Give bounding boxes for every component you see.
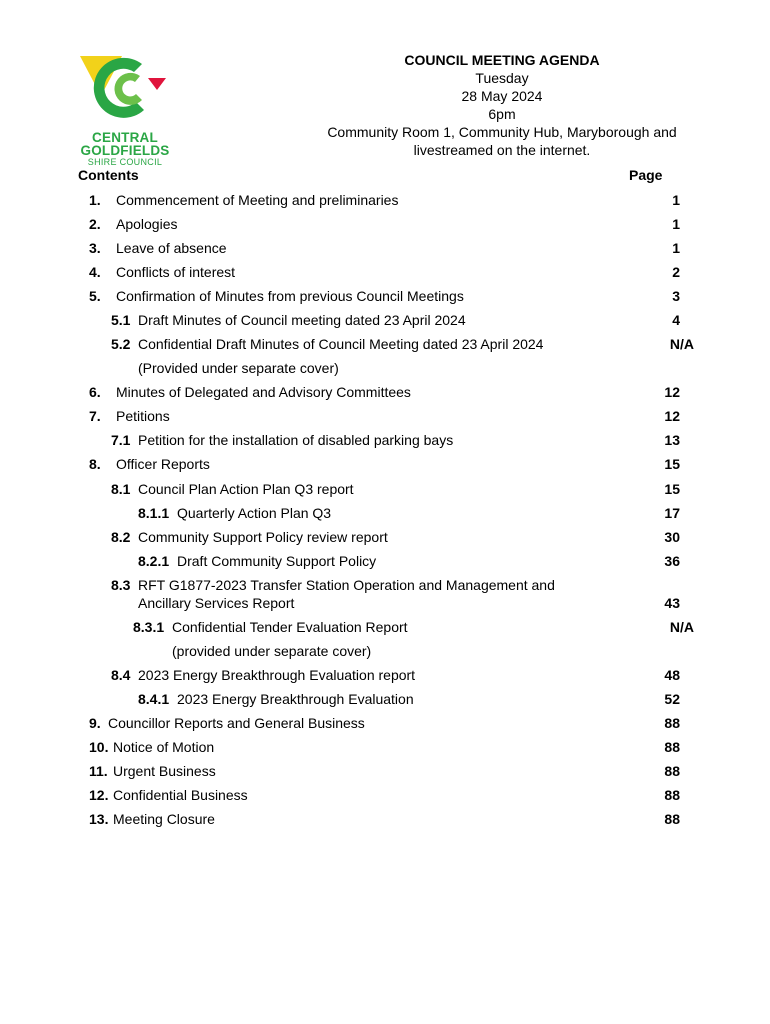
toc-row: [0, 286, 770, 306]
toc-item-title: Ancillary Services Report: [138, 595, 295, 611]
toc-row: [0, 310, 770, 330]
toc-item-number: 12.: [89, 787, 109, 803]
toc-item-page: 13: [664, 432, 680, 448]
toc-row: [0, 575, 770, 595]
meeting-time: 6pm: [488, 106, 516, 122]
toc-row: [0, 430, 770, 450]
toc-item-number: 8.: [89, 456, 101, 472]
toc-item-number: 8.3.1: [133, 619, 165, 635]
toc-item-page: 2: [672, 264, 680, 280]
toc-item-title: Petitions: [116, 408, 170, 424]
meeting-day: Tuesday: [475, 70, 529, 86]
toc-item-number: 5.1: [111, 312, 131, 328]
toc-row: [0, 214, 770, 234]
toc-item-page: 88: [664, 715, 680, 731]
toc-item-title: Minutes of Delegated and Advisory Committees: [116, 384, 411, 400]
toc-item-title: Apologies: [116, 216, 178, 232]
meeting-date: 28 May 2024: [461, 88, 543, 104]
toc-item-number: 3.: [89, 240, 101, 256]
toc-item-page: N/A: [669, 619, 694, 635]
toc-item-title: Confidential Tender Evaluation Report: [172, 619, 408, 635]
toc-row: [0, 334, 770, 354]
toc-item-title: Quarterly Action Plan Q3: [177, 505, 332, 521]
toc-item-number: 1.: [89, 192, 101, 208]
toc-row: [0, 479, 770, 499]
toc-item-number: 2.: [89, 216, 101, 232]
contents-heading: Contents: [78, 167, 139, 183]
council-logo: [72, 50, 178, 170]
toc-item-number: 8.2.1: [138, 553, 170, 569]
toc-item-number: 7.: [89, 408, 101, 424]
toc-item-page: 15: [664, 481, 680, 497]
toc-row: [0, 454, 770, 474]
toc-row: [0, 737, 770, 757]
toc-item-title: Confidential Draft Minutes of Council Meeting dated 23 April 2024: [138, 336, 544, 352]
toc-row: [0, 190, 770, 210]
toc-row: [0, 617, 770, 637]
council-logo-icon: [78, 50, 172, 130]
toc-row: [0, 527, 770, 547]
toc-row: [0, 689, 770, 709]
toc-item-title: Leave of absence: [116, 240, 227, 256]
toc-item-page: 88: [664, 763, 680, 779]
toc-item-page: 3: [672, 288, 680, 304]
toc-item-title: Community Support Policy review report: [138, 529, 388, 545]
toc-item-number: 6.: [89, 384, 101, 400]
toc-row: [0, 238, 770, 258]
toc-row: [0, 406, 770, 426]
toc-row: [0, 641, 770, 661]
toc-item-title: (Provided under separate cover): [138, 360, 339, 376]
toc-item-number: 4.: [89, 264, 101, 280]
logo-text-central: CENTRAL: [92, 130, 158, 145]
toc-item-title: Urgent Business: [113, 763, 216, 779]
toc-row: [0, 713, 770, 733]
logo-text-shire-council: SHIRE COUNCIL: [87, 157, 163, 167]
toc-item-number: 8.2: [111, 529, 131, 545]
meeting-location: Community Room 1, Community Hub, Maryborough and: [327, 124, 677, 140]
toc-item-title: Officer Reports: [116, 456, 210, 472]
toc-item-page: 52: [664, 691, 680, 707]
page-column-heading: Page: [629, 167, 663, 183]
toc-item-page: 12: [664, 408, 680, 424]
toc-item-number: 8.4.1: [138, 691, 170, 707]
toc-item-title: RFT G1877-2023 Transfer Station Operation and Management and: [138, 577, 555, 593]
agenda-title: COUNCIL MEETING AGENDA: [404, 52, 600, 68]
toc-item-title: Councillor Reports and General Business: [108, 715, 365, 731]
toc-item-title: Draft Community Support Policy: [177, 553, 377, 569]
toc-row: [0, 551, 770, 571]
logo-text-goldfields: GOLDFIELDS: [80, 143, 170, 158]
toc-item-title: Council Plan Action Plan Q3 report: [138, 481, 354, 497]
toc-item-number: 7.1: [111, 432, 131, 448]
toc-item-page: N/A: [669, 336, 694, 352]
toc-item-page: 1: [672, 192, 680, 208]
toc-item-number: 5.: [89, 288, 101, 304]
toc-item-number: 11.: [89, 763, 108, 779]
toc-item-page: 4: [672, 312, 680, 328]
toc-item-title: 2023 Energy Breakthrough Evaluation: [177, 691, 414, 707]
toc-item-page: 88: [664, 811, 680, 827]
toc-item-page: 30: [664, 529, 680, 545]
toc-item-page: 36: [664, 553, 680, 569]
toc-item-page: 43: [664, 595, 680, 611]
toc-item-title: Conflicts of interest: [116, 264, 236, 280]
toc-item-title: Commencement of Meeting and preliminaries: [116, 192, 399, 208]
toc-row: [0, 785, 770, 805]
agenda-header: [300, 51, 704, 159]
toc-item-number: 5.2: [111, 336, 131, 352]
toc-item-number: 10.: [89, 739, 109, 755]
toc-item-title: Draft Minutes of Council meeting dated 23 April 2024: [138, 312, 466, 328]
toc-item-title: Notice of Motion: [113, 739, 215, 755]
toc-item-title: Confidential Business: [113, 787, 248, 803]
toc-row: [0, 382, 770, 402]
toc-item-title: (provided under separate cover): [172, 643, 372, 659]
toc-item-page: 15: [664, 456, 680, 472]
toc-item-page: 12: [664, 384, 680, 400]
toc-item-number: 9.: [89, 715, 101, 731]
toc-item-title: Meeting Closure: [113, 811, 215, 827]
toc-row: [0, 503, 770, 523]
toc-row: [0, 809, 770, 829]
toc-item-number: 13.: [89, 811, 109, 827]
toc-item-page: 1: [672, 216, 680, 232]
toc-item-number: 8.3: [111, 577, 131, 593]
toc-item-page: 48: [664, 667, 680, 683]
toc-item-title: 2023 Energy Breakthrough Evaluation report: [138, 667, 416, 683]
toc-row: [0, 593, 770, 613]
toc-item-page: 17: [664, 505, 680, 521]
toc-item-page: 1: [672, 240, 680, 256]
toc-row: [0, 761, 770, 781]
toc-row: [0, 262, 770, 282]
toc-item-page: 88: [664, 787, 680, 803]
toc-item-number: 8.4: [111, 667, 131, 683]
toc-item-number: 8.1: [111, 481, 131, 497]
toc-row: [0, 665, 770, 685]
toc-row: [0, 358, 770, 378]
toc-item-number: 8.1.1: [138, 505, 170, 521]
meeting-location-cont: livestreamed on the internet.: [413, 142, 591, 158]
toc-item-page: 88: [664, 739, 680, 755]
toc-item-title: Confirmation of Minutes from previous Council Meetings: [116, 288, 464, 304]
toc-item-title: Petition for the installation of disabled parking bays: [138, 432, 454, 448]
